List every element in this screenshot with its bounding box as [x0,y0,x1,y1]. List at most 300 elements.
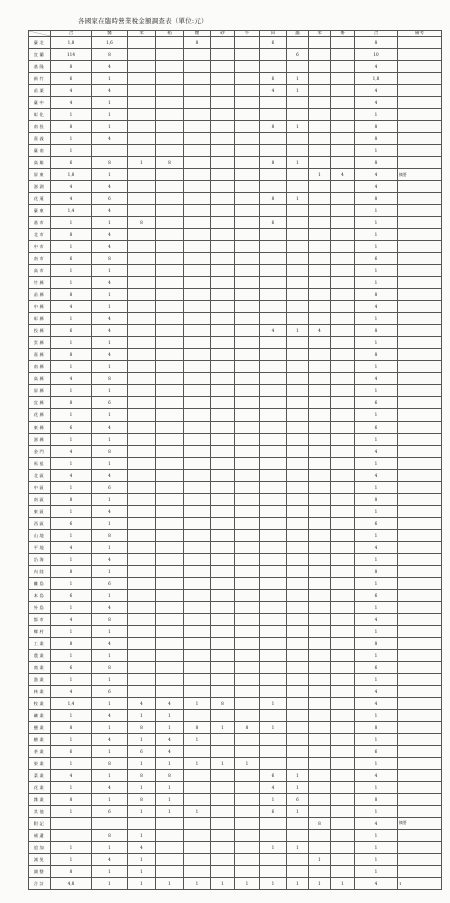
amount-cell [260,541,287,553]
amount-cell [309,661,331,673]
amount-cell [211,253,235,265]
amount-cell [184,517,211,529]
amount-cell [184,157,211,169]
memo-cell [398,421,442,433]
amount-cell [211,565,235,577]
amount-cell [128,445,156,457]
amount-cell [235,409,260,421]
amount-cell: 1 [128,757,156,769]
amount-cell [211,145,235,157]
amount-cell [211,49,235,61]
amount-cell [260,577,287,589]
amount-cell [235,37,260,49]
amount-cell: 6 [92,481,128,493]
amount-cell [184,361,211,373]
amount-cell: 8 [156,157,184,169]
amount-cell [309,806,331,818]
amount-cell [309,830,331,842]
memo-cell [398,613,442,625]
amount-cell [184,289,211,301]
amount-cell [128,121,156,133]
amount-cell [128,673,156,685]
amount-cell [287,733,309,745]
amount-cell [235,277,260,289]
amount-cell [128,625,156,637]
table-row [29,37,442,49]
amount-cell: 1 [184,733,211,745]
amount-cell [184,637,211,649]
amount-cell [211,409,235,421]
amount-cell [184,301,211,313]
amount-cell: 8 [260,157,287,169]
amount-cell: 1 [92,745,128,757]
amount-cell [260,565,287,577]
amount-cell [184,589,211,601]
amount-cell [184,505,211,517]
amount-cell [309,637,331,649]
amount-cell: 8 [156,769,184,781]
amount-cell: 4 [355,697,398,709]
amount-cell [260,61,287,73]
amount-cell: 4 [92,637,128,649]
amount-cell [235,697,260,709]
amount-cell [309,37,331,49]
amount-cell: 1 [92,541,128,553]
amount-cell: 1 [211,757,235,769]
amount-cell [184,649,211,661]
amount-cell [184,349,211,361]
amount-cell: 8 [51,289,92,301]
amount-cell [128,517,156,529]
amount-cell: 1 [355,625,398,637]
row-label: 合計 [29,878,51,890]
memo-cell [398,469,442,481]
amount-cell [128,818,156,830]
amount-cell [331,793,355,805]
amount-cell: 1 [51,481,92,493]
amount-cell [309,613,331,625]
amount-cell [128,373,156,385]
row-label: 東縣 [29,421,51,433]
row-label: 補遺 [29,830,51,842]
amount-cell [309,541,331,553]
amount-cell [156,818,184,830]
table-row [29,565,442,577]
amount-cell: 1 [355,529,398,541]
memo-cell [398,109,442,121]
amount-cell [309,649,331,661]
amount-cell: 1 [287,806,309,818]
amount-cell: 1 [287,157,309,169]
amount-cell: 1 [287,73,309,85]
column-header: 合 [355,31,398,37]
amount-cell: 1 [92,793,128,805]
amount-cell [211,289,235,301]
amount-cell [287,373,309,385]
amount-cell: 6 [355,661,398,673]
amount-cell: 1 [287,121,309,133]
amount-cell [235,565,260,577]
column-header: 合 [51,31,92,37]
amount-cell: 1 [128,866,156,878]
amount-cell: 1 [51,601,92,613]
row-label: 中市 [29,241,51,253]
memo-cell [398,781,442,793]
amount-cell [184,793,211,805]
amount-cell [260,709,287,721]
amount-cell [184,529,211,541]
amount-cell [211,830,235,842]
amount-cell [331,277,355,289]
table-row [29,830,442,842]
amount-cell: 1 [287,769,309,781]
amount-cell [287,133,309,145]
table-row [29,854,442,866]
amount-cell: 1 [355,217,398,229]
table-row [29,842,442,854]
amount-cell: 6 [355,421,398,433]
amount-cell [128,613,156,625]
table-row [29,49,442,61]
amount-cell [260,649,287,661]
amount-cell [287,313,309,325]
table-row [29,529,442,541]
amount-cell [184,481,211,493]
amount-cell: 1 [128,709,156,721]
amount-cell [235,745,260,757]
table-row [29,133,442,145]
amount-cell: 1 [92,866,128,878]
row-label: 金門 [29,445,51,457]
amount-cell: 8 [184,721,211,733]
amount-cell [156,85,184,97]
memo-cell [398,709,442,721]
amount-cell: 4,8 [51,878,92,890]
amount-cell [156,673,184,685]
amount-cell: 1,8 [355,73,398,85]
amount-cell [287,181,309,193]
table-row [29,121,442,133]
amount-cell: 1 [51,313,92,325]
row-label: 工業 [29,637,51,649]
amount-cell [331,181,355,193]
amount-cell [156,541,184,553]
amount-cell [260,49,287,61]
amount-cell [184,818,211,830]
amount-cell [156,529,184,541]
amount-cell [309,361,331,373]
amount-cell [235,265,260,277]
amount-cell [287,565,309,577]
amount-cell [211,229,235,241]
amount-cell [260,818,287,830]
amount-cell [128,361,156,373]
amount-cell [331,745,355,757]
amount-cell: 1 [92,289,128,301]
row-label: 糖業 [29,733,51,745]
amount-cell [309,577,331,589]
amount-cell [211,842,235,854]
amount-cell [156,301,184,313]
amount-cell [331,457,355,469]
amount-cell: 8 [51,637,92,649]
amount-cell: 1 [184,878,211,890]
amount-cell: 6 [92,577,128,589]
amount-cell [156,289,184,301]
amount-cell: 1 [309,854,331,866]
row-label: 基市 [29,217,51,229]
amount-cell [184,469,211,481]
amount-cell [211,613,235,625]
amount-cell [156,121,184,133]
amount-cell [156,229,184,241]
table-row [29,637,442,649]
amount-cell [184,769,211,781]
amount-cell: 1 [92,97,128,109]
amount-cell [128,553,156,565]
amount-cell [331,421,355,433]
amount-cell [211,133,235,145]
amount-cell: 1 [51,842,92,854]
amount-cell [156,133,184,145]
amount-cell [128,181,156,193]
amount-cell [156,373,184,385]
amount-cell [331,289,355,301]
amount-cell [235,589,260,601]
amount-cell [156,601,184,613]
amount-cell: 4 [92,553,128,565]
memo-cell [398,457,442,469]
amount-cell: 1 [156,806,184,818]
amount-cell [184,241,211,253]
table-row [29,745,442,757]
amount-cell [309,349,331,361]
amount-cell: 1 [51,529,92,541]
amount-cell [235,49,260,61]
row-label: 南縣 [29,361,51,373]
memo-cell [398,325,442,337]
amount-cell [51,830,92,842]
amount-cell: 1 [51,577,92,589]
amount-cell [331,529,355,541]
amount-cell [331,73,355,85]
table-row [29,685,442,697]
amount-cell: 4 [92,781,128,793]
amount-cell [128,505,156,517]
amount-cell: 1 [355,733,398,745]
amount-cell [128,289,156,301]
amount-cell [156,481,184,493]
memo-cell [398,253,442,265]
table-row [29,697,442,709]
table-row [29,517,442,529]
row-label: 農業 [29,649,51,661]
amount-cell [235,385,260,397]
row-label: 西區 [29,517,51,529]
amount-cell [184,253,211,265]
amount-cell [184,133,211,145]
amount-cell [184,457,211,469]
amount-cell: 1 [51,505,92,517]
memo-cell [398,733,442,745]
amount-cell [184,205,211,217]
amount-cell: 1 [260,842,287,854]
amount-cell: 6 [287,49,309,61]
amount-cell: 4 [51,301,92,313]
memo-cell [398,565,442,577]
amount-cell [156,277,184,289]
amount-cell [331,373,355,385]
amount-cell [184,265,211,277]
amount-cell: 1 [156,793,184,805]
amount-cell [260,745,287,757]
column-header: 備考 [398,31,442,37]
amount-cell [309,529,331,541]
amount-cell [235,445,260,457]
amount-cell: 1 [355,649,398,661]
amount-cell [235,349,260,361]
amount-cell: 1 [260,878,287,890]
amount-cell: 8 [51,229,92,241]
amount-cell: 8 [355,289,398,301]
amount-cell [260,205,287,217]
amount-cell [331,517,355,529]
table-row [29,818,442,830]
amount-cell: 8 [92,445,128,457]
amount-cell [331,193,355,205]
memo-cell: 摘要 [398,169,442,181]
amount-cell [211,157,235,169]
amount-cell [235,769,260,781]
table-row [29,457,442,469]
amount-cell [260,661,287,673]
amount-cell: 4 [92,181,128,193]
amount-cell: 4 [309,325,331,337]
amount-cell [128,433,156,445]
amount-cell [260,181,287,193]
amount-cell [128,409,156,421]
amount-cell [92,818,128,830]
amount-cell [211,265,235,277]
amount-cell [287,109,309,121]
amount-cell: 1 [156,781,184,793]
amount-cell: 8 [355,721,398,733]
amount-cell: 1 [287,842,309,854]
amount-cell: 4 [92,325,128,337]
amount-cell [287,661,309,673]
amount-cell [287,757,309,769]
amount-cell [235,193,260,205]
amount-cell: 1 [355,205,398,217]
memo-cell [398,793,442,805]
amount-cell [331,806,355,818]
amount-cell: 4 [355,469,398,481]
amount-cell [128,301,156,313]
amount-cell: 8 [355,193,398,205]
amount-cell [287,97,309,109]
amount-cell [260,241,287,253]
amount-cell: 8 [355,349,398,361]
amount-cell [309,745,331,757]
amount-cell: 1 [51,854,92,866]
amount-cell [235,793,260,805]
row-label: 宜蘭 [29,49,51,61]
amount-cell [260,409,287,421]
amount-cell [260,445,287,457]
amount-cell [211,433,235,445]
amount-cell [309,493,331,505]
memo-cell [398,842,442,854]
amount-cell [260,397,287,409]
amount-cell [211,854,235,866]
amount-cell [309,589,331,601]
amount-cell [287,217,309,229]
amount-cell [156,337,184,349]
amount-cell [128,253,156,265]
memo-cell [398,133,442,145]
amount-cell [184,709,211,721]
amount-cell [260,385,287,397]
row-label: 南區 [29,493,51,505]
amount-cell: 8 [128,793,156,805]
amount-cell [309,241,331,253]
amount-cell [156,61,184,73]
table-row [29,445,442,457]
amount-cell [211,745,235,757]
amount-cell [128,193,156,205]
amount-cell [128,589,156,601]
amount-cell: 1 [211,721,235,733]
amount-cell [156,313,184,325]
amount-cell: 1 [51,673,92,685]
amount-cell [184,661,211,673]
memo-cell [398,61,442,73]
row-label: 新竹 [29,73,51,85]
memo-cell [398,830,442,842]
amount-cell [184,409,211,421]
amount-cell [211,601,235,613]
amount-cell [287,361,309,373]
amount-cell [211,577,235,589]
amount-cell [235,505,260,517]
amount-cell [184,325,211,337]
table-row [29,673,442,685]
amount-cell: 1 [51,385,92,397]
amount-cell [331,854,355,866]
amount-cell: 6 [355,253,398,265]
amount-cell: 1 [51,145,92,157]
amount-cell [156,169,184,181]
amount-cell: 1 [355,313,398,325]
memo-cell [398,769,442,781]
row-label: 都市 [29,613,51,625]
amount-cell: 1 [128,157,156,169]
amount-cell: 1 [51,361,92,373]
amount-cell [260,637,287,649]
amount-cell [235,673,260,685]
amount-cell [235,229,260,241]
amount-cell: 4 [156,697,184,709]
amount-cell: 1,4 [51,205,92,217]
amount-cell [287,241,309,253]
amount-cell [235,289,260,301]
table-row [29,505,442,517]
amount-cell [156,217,184,229]
row-label: 果業 [29,757,51,769]
amount-cell: 1 [355,757,398,769]
amount-cell [331,685,355,697]
amount-cell: 6 [287,793,309,805]
